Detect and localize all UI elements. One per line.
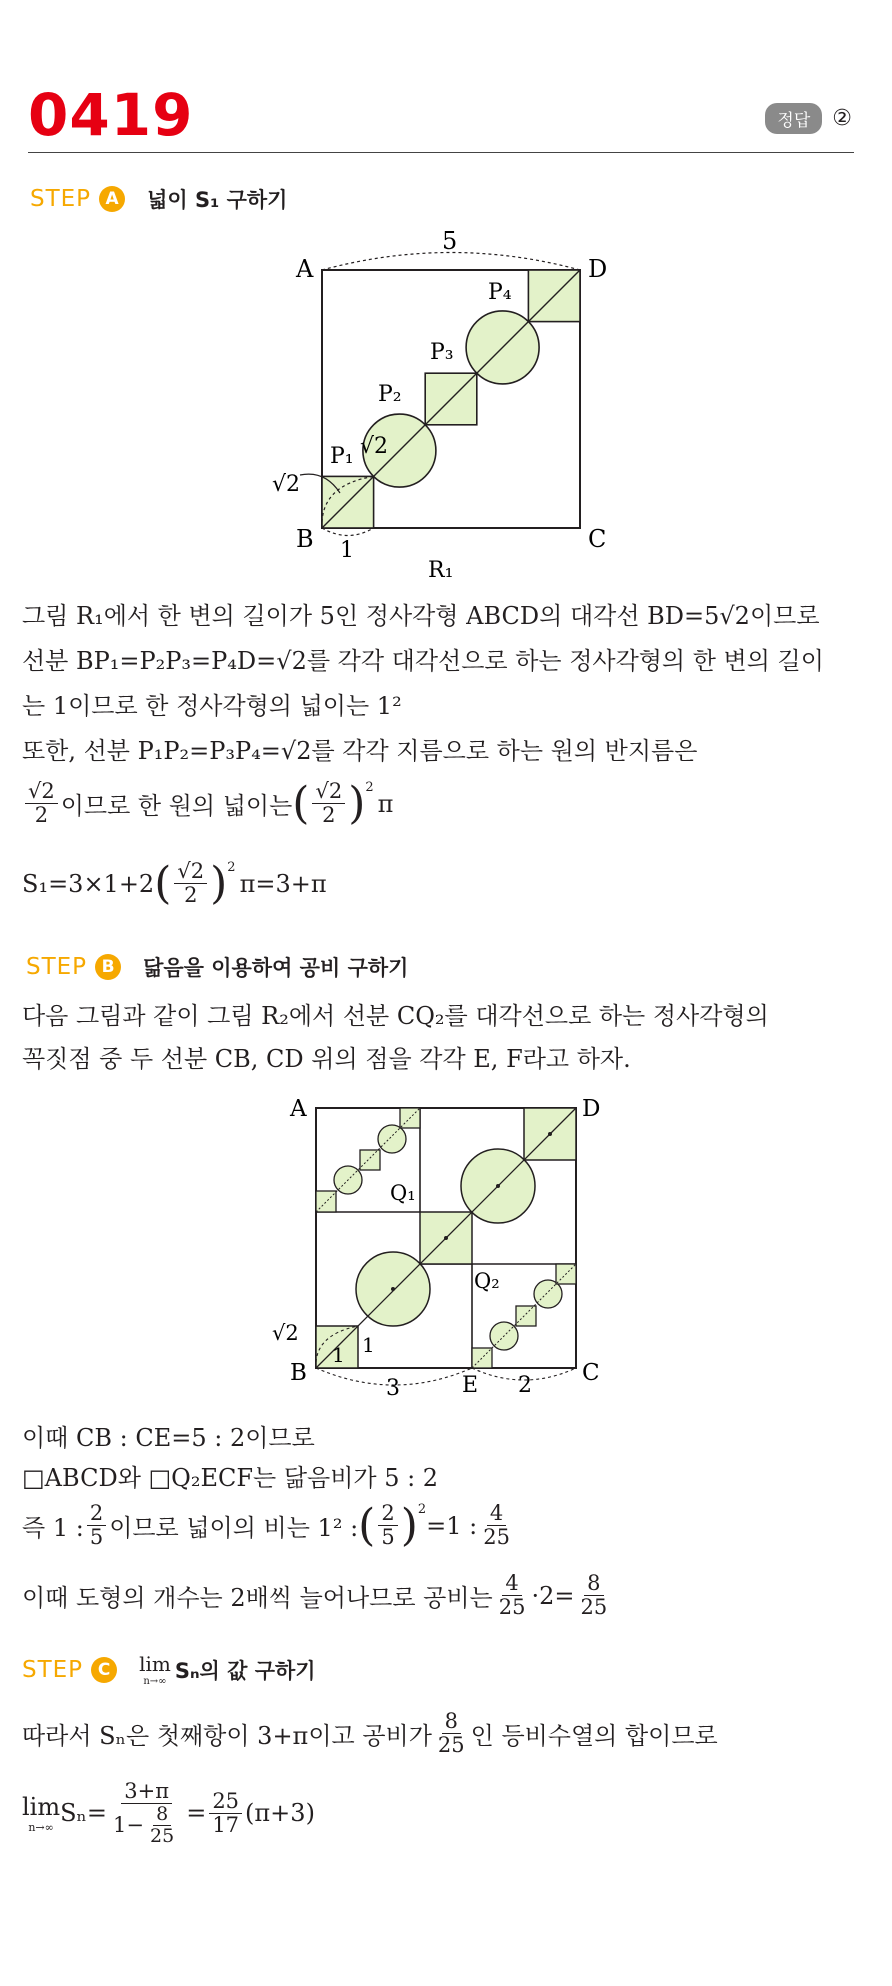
dim-side-small: 1 xyxy=(362,1333,375,1357)
step-title: 넓이 S₁ 구하기 xyxy=(147,188,288,212)
step-a-line-4: 또한, 선분 P₁P₂=P₃P₄=√2를 각각 지름으로 하는 원의 반지름은 xyxy=(22,737,698,765)
figure-r1 xyxy=(270,225,610,580)
fraction: $\frac{8}{25}$ xyxy=(437,1709,465,1758)
label-p1: P₁ xyxy=(330,444,354,469)
step-title: lim n→∞ Sₙ의 값 구하기 xyxy=(139,1652,316,1687)
step-a-heading xyxy=(30,184,287,214)
fraction: $\frac{√2}{2}$ xyxy=(174,860,207,907)
label-q2: Q₂ xyxy=(474,1269,500,1293)
step-b-line-1: 다음 그림과 같이 그림 R₂에서 선분 CQ₂를 대각선으로 하는 정사각형의 xyxy=(22,1002,769,1030)
radius-equation: $\frac{√2}{2}$ 이므로 한 원의 넓이는 ( $\frac{√2}{2}$ ) 2 π xyxy=(22,780,393,827)
step-a-line-3: 는 1이므로 한 정사각형의 넓이는 1² xyxy=(22,692,402,720)
step-letter-badge: A xyxy=(99,186,125,212)
similar-line: □ABCD와 □Q₂ECF는 닮음비가 5 : 2 xyxy=(22,1464,439,1492)
area-ratio-line: 즉 1 : $\frac{2}{5}$ 이므로 넓이의 비는 1² : ( $\frac{2}{5}$ ) 2 =1 : $\frac{4}{25}$ xyxy=(22,1502,516,1549)
text: π=3+π xyxy=(239,869,327,898)
fraction: $\frac{4}{25}$ xyxy=(483,1501,510,1550)
answer-value: ② xyxy=(832,106,852,131)
fraction: $\frac{4}{25}$ xyxy=(498,1571,526,1620)
exponent: 2 xyxy=(365,780,374,795)
figure-r2 xyxy=(268,1090,608,1400)
step-word: STEP xyxy=(26,954,88,980)
step-a-line-2: 선분 BP₁=P₂P₃=P₄D=√2를 각각 대각선으로 하는 정사각형의 한 변의 길이 xyxy=(22,647,824,675)
label-d: D xyxy=(588,255,608,283)
text: 인 등비수열의 합이므로 xyxy=(470,1722,718,1751)
final-equation xyxy=(22,1780,315,1847)
ratio-line: 이때 CB : CE=5 : 2이므로 xyxy=(22,1424,315,1452)
text: 즉 1 : xyxy=(22,1514,84,1543)
step-b-heading xyxy=(26,952,408,982)
exponent: 2 xyxy=(227,860,236,875)
answer-badge: 정답 xyxy=(765,103,822,134)
answer-area xyxy=(765,103,852,134)
dim-inner: √2 xyxy=(360,434,389,459)
label-q1: Q₁ xyxy=(390,1181,416,1205)
text: = xyxy=(186,1799,207,1828)
label-c: C xyxy=(588,525,607,553)
fraction: 3+π 1− $\frac{8}{25}$ xyxy=(113,1779,175,1847)
text: Sₙ= xyxy=(60,1799,108,1828)
text: =1 : xyxy=(426,1511,478,1540)
step-word: STEP xyxy=(22,1656,84,1683)
dim-left: √2 xyxy=(272,472,301,497)
text: 따라서 Sₙ은 첫째항이 3+π이고 공비가 xyxy=(22,1722,432,1751)
dim-be: 3 xyxy=(386,1376,400,1400)
dim-bottom: 1 xyxy=(340,538,354,563)
step-b-line-2: 꼭짓점 중 두 선분 CB, CD 위의 점을 각각 E, F라고 하자. xyxy=(22,1045,631,1073)
label-c: C xyxy=(582,1360,600,1386)
fraction: $\frac{2}{5}$ xyxy=(378,1502,397,1549)
text: 이므로 한 원의 넓이는 xyxy=(60,792,293,821)
header-divider xyxy=(28,152,854,153)
label-a: A xyxy=(290,1096,307,1122)
diagonal-bd xyxy=(322,270,580,528)
limit: lim n→∞ xyxy=(22,1792,61,1834)
step-a-line-1: 그림 R₁에서 한 변의 길이가 5인 정사각형 ABCD의 대각선 BD=5√2이므로 xyxy=(22,602,820,630)
text: ·2= xyxy=(531,1581,575,1610)
pi: π xyxy=(377,789,394,818)
dim-left: √2 xyxy=(272,1321,299,1345)
dim-ec: 2 xyxy=(518,1373,532,1398)
label-e: E xyxy=(462,1373,479,1398)
fraction: $\frac{8}{25}$ xyxy=(580,1571,608,1620)
exponent: 2 xyxy=(417,1502,427,1517)
text: (π+3) xyxy=(245,1799,315,1828)
label-p2: P₂ xyxy=(378,382,402,407)
dimension-arc-top xyxy=(322,253,580,271)
common-ratio-line xyxy=(22,1572,613,1619)
step-c-heading xyxy=(22,1652,316,1687)
label-p4: P₄ xyxy=(488,280,512,305)
text: 이므로 넓이의 비는 1² : xyxy=(109,1514,359,1543)
step-letter-badge: B xyxy=(95,954,121,980)
step-c-line xyxy=(22,1710,718,1757)
label-b: B xyxy=(290,1360,307,1386)
label-d: D xyxy=(582,1096,601,1122)
text: 이때 도형의 개수는 2배씩 늘어나므로 공비는 xyxy=(22,1584,493,1613)
label-p3: P₃ xyxy=(430,340,454,365)
fraction: $\frac{√2}{2}$ xyxy=(25,780,58,827)
label-a: A xyxy=(296,255,314,283)
fraction: $\frac{25}{17}$ xyxy=(209,1790,242,1837)
text: S₁=3×1+2 xyxy=(22,869,155,898)
fraction: $\frac{2}{5}$ xyxy=(87,1502,106,1549)
step-title: 닮음을 이용하여 공비 구하기 xyxy=(143,956,409,980)
dim-bottom-small: 1 xyxy=(332,1343,345,1367)
fraction: $\frac{√2}{2}$ xyxy=(312,780,345,827)
label-b: B xyxy=(296,525,314,553)
problem-number: 0419 xyxy=(28,81,194,149)
dimension-arc-bottom xyxy=(322,528,374,536)
dim-top: 5 xyxy=(442,227,458,255)
step-letter-badge: C xyxy=(91,1657,117,1683)
step-word: STEP xyxy=(30,186,92,212)
s1-equation: S₁=3×1+2 ( $\frac{√2}{2}$ ) 2 π=3+π xyxy=(22,857,327,909)
figure-caption: R₁ xyxy=(428,558,454,580)
